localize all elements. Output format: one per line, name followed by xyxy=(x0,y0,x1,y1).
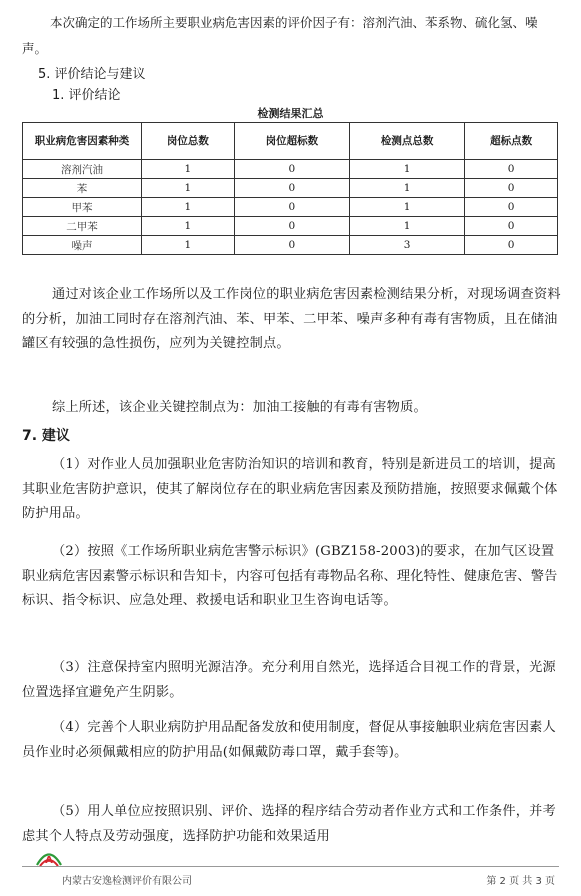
table-caption: 检测结果汇总 xyxy=(257,107,324,120)
section-5-1-heading: 1. 评价结论 xyxy=(52,88,121,103)
col-header-post-exceed: 岗位超标数 xyxy=(234,123,349,160)
table-cell: 1 xyxy=(142,198,235,217)
section-5-heading: 5. 评价结论与建议 xyxy=(38,67,146,82)
table-row xyxy=(23,160,558,179)
section-7-heading: 7. 建议 xyxy=(22,428,70,444)
table-cell: 1 xyxy=(349,198,464,217)
table-cell: 1 xyxy=(142,160,235,179)
table-cell: 1 xyxy=(349,179,464,198)
table-cell: 0 xyxy=(465,198,558,217)
table-cell: 二甲苯 xyxy=(23,217,142,236)
table-cell: 0 xyxy=(465,179,558,198)
table-cell: 0 xyxy=(234,179,349,198)
col-header-post-total: 岗位总数 xyxy=(142,123,235,160)
table-row xyxy=(23,236,558,255)
col-header-factor: 职业病危害因素种类 xyxy=(23,123,142,160)
key-control-summary: 综上所述，该企业关键控制点为：加油工接触的有毒有害物质。 xyxy=(52,400,427,415)
logo-letter: A xyxy=(45,855,53,866)
recommendation-item: （3）注意保持室内照明光源洁净。充分利用自然光，选择适合目视工作的背景，光源位置选择宜避免产生阴影。 xyxy=(22,660,556,700)
table-cell: 0 xyxy=(234,236,349,255)
table-row xyxy=(23,198,558,217)
table-row xyxy=(23,217,558,236)
table-cell: 0 xyxy=(465,236,558,255)
table-cell: 噪声 xyxy=(23,236,142,255)
recommendation-item: （1）对作业人员加强职业危害防治知识的培训和教育，特别是新进员工的培训，提高其职业危害防护意识，使其了解岗位存在的职业病危害因素及预防措施，按照要求佩戴个体防护用品。 xyxy=(22,457,558,521)
conclusion-paragraph: 通过对该企业工作场所以及工作岗位的职业病危害因素检测结果分析，对现场调查资料的分析，加油工同时存在溶剂汽油、苯、甲苯、二甲苯、噪声多种有毒有害物质，且在储油罐区有较强的急性损伤，应列为关键控制点。 xyxy=(22,287,561,351)
table-cell: 1 xyxy=(142,179,235,198)
col-header-point-total: 检测点总数 xyxy=(349,123,464,160)
footer-company: 内蒙古安逸检测评价有限公司 xyxy=(62,876,192,887)
results-summary-table xyxy=(22,122,558,255)
table-cell: 0 xyxy=(234,160,349,179)
table-cell: 甲苯 xyxy=(23,198,142,217)
table-cell: 1 xyxy=(142,217,235,236)
recommendation-item: （4）完善个人职业病防护用品配备发放和使用制度，督促从事接触职业病危害因素人员作业时必须佩戴相应的防护用品(如佩戴防毒口罩，戴手套等)。 xyxy=(22,720,556,760)
intro-paragraph: 本次确定的工作场所主要职业病危害因素的评价因子有：溶剂汽油、苯系物、硫化氢、噪声。 xyxy=(22,15,538,56)
company-logo-icon xyxy=(34,846,64,868)
table-cell: 1 xyxy=(349,217,464,236)
table-header-row xyxy=(23,123,558,160)
table-cell: 1 xyxy=(349,160,464,179)
table-cell: 溶剂汽油 xyxy=(23,160,142,179)
table-cell: 0 xyxy=(234,198,349,217)
footer-page-number: 第 2 页 共 3 页 xyxy=(486,876,555,887)
table-cell: 苯 xyxy=(23,179,142,198)
table-row xyxy=(23,179,558,198)
recommendation-item: （5）用人单位应按照识别、评价、选择的程序结合劳动者作业方式和工作条件，并考虑其个人特点及劳动强度，选择防护功能和效果适用 xyxy=(22,804,556,844)
table-cell: 0 xyxy=(234,217,349,236)
recommendation-item: （2）按照《工作场所职业病危害警示标识》(GBZ158-2003)的要求，在加气区设置职业病危害因素警示标识和告知卡，内容可包括有毒物品名称、理化特性、健康危害、警告标识、指令标识、应急处理、救援电话和职业卫生咨询电话等。 xyxy=(22,544,558,608)
footer-divider xyxy=(22,866,559,867)
table-cell: 1 xyxy=(142,236,235,255)
table-cell: 0 xyxy=(465,160,558,179)
col-header-point-exceed: 超标点数 xyxy=(465,123,558,160)
table-cell: 0 xyxy=(465,217,558,236)
table-cell: 3 xyxy=(349,236,464,255)
